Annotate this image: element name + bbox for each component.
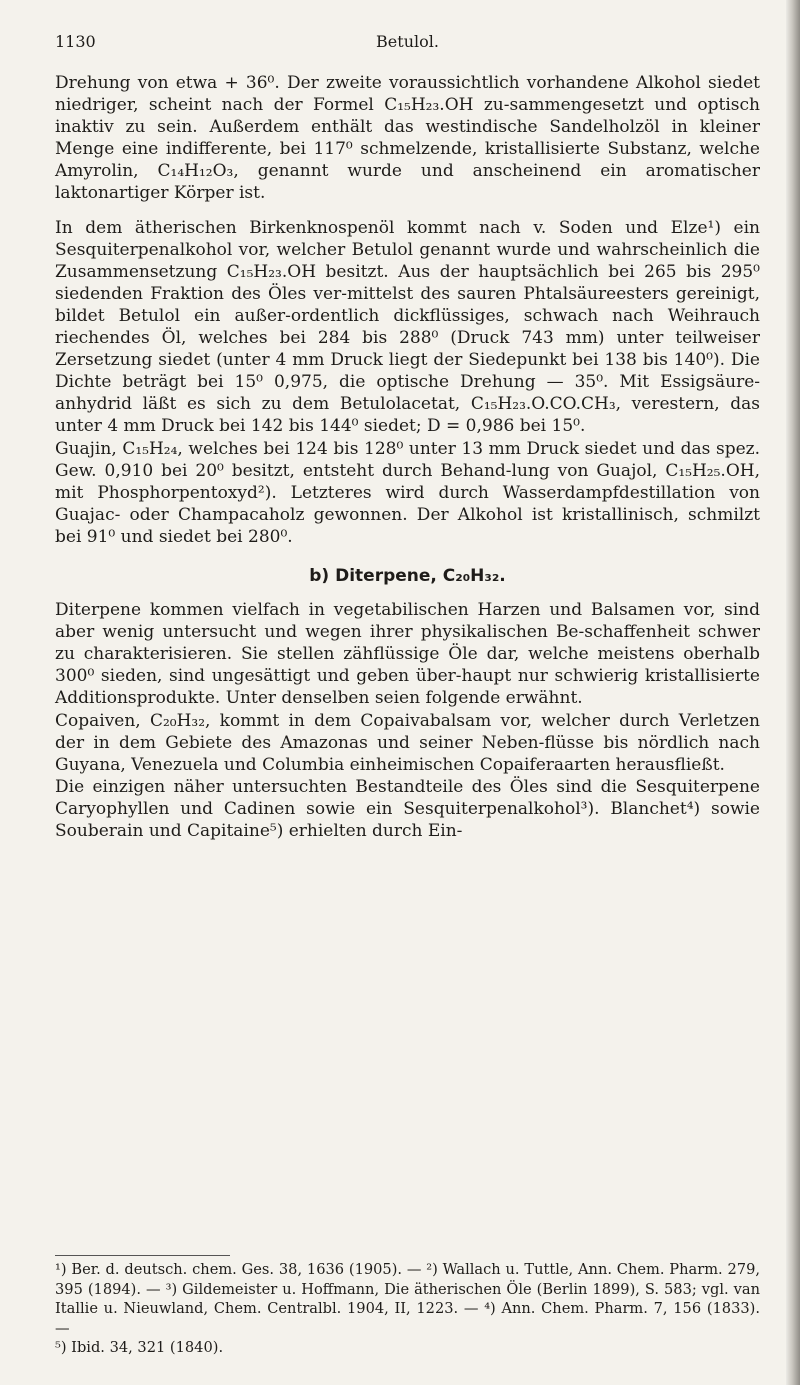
page-body [55,72,760,842]
footnote-block-2: ⁵) Ibid. 34, 321 (1840). [55,1339,224,1356]
footnotes [55,1260,760,1358]
paragraph-1: Drehung von etwa + 36⁰. Der zweite voraussichtlich vorhandene Alkohol siedet niedriger, scheint nach der Formel C₁₅H₂₃.OH zu-sammengesetzt und optisch inaktiv zu sein. Außerdem enthält das westindische Sandelholzöl in kleiner Menge eine indifferente, bei 117⁰ schmelzende, kristallisierte Substanz, welche Amyrolin, C₁₄H₁₂O₃, genannt wurde und anscheinend ein aromatischer laktonartiger Körper ist. [55,73,760,204]
section-heading: b) Diterpene, C₂₀H₃₂. [309,565,506,586]
page-edge-shadow [786,0,800,1385]
paragraph-5: Copaiven, C₂₀H₃₂, kommt in dem Copaivabalsam vor, welcher durch Verletzen der in dem Gebiete des Amazonas und seiner Neben-flüsse bis nördlich nach Guyana, Venezuela und Columbia einheimischen Copaiferaarten herausfließt. [55,710,760,775]
paragraph-2: In dem ätherischen Birkenknospenöl kommt nach v. Soden und Elze¹) ein Sesquiterpenalkohol vor, welcher Betulol genannt wurde und wahrscheinlich die Zusammensetzung C₁₅H₂₃.OH besitzt. Aus der hauptsächlich bei 265 bis 295⁰ siedenden Fraktion des Öles ver-mittelst des sauren Phtalsäureesters gereinigt, bildet Betulol ein außer-ordentlich dickflüssiges, schwach nach Weihrauch riechendes Öl, welches bei 284 bis 288⁰ (Druck 743 mm) unter teilweiser Zersetzung siedet (unter 4 mm Druck liegt der Siedepunkt bei 138 bis 140⁰). Die Dichte beträgt bei 15⁰ 0,975, die optische Drehung — 35⁰. Mit Essigsäure-anhydrid läßt es sich zu dem Betulolacetat, C₁₅H₂₃.O.CO.CH₃, verestern, das unter 4 mm Druck bei 142 bis 144⁰ siedet; D = 0,986 bei 15⁰. [55,217,760,437]
running-title: Betulol. [376,32,439,51]
footnote-block-1: ¹) Ber. d. deutsch. chem. Ges. 38, 1636 (1905). — ²) Wallach u. Tuttle, Ann. Chem. Pharm. 279, 395 (1894). — ³) Gildemeister u. Hoffmann, Die ätherischen Öle (Berlin 1899), S. 583; vgl. van Itallie u. Nieuwland, Chem. Centralbl. 1904, II, 1223. — ⁴) Ann. Chem. Pharm. 7, 156 (1833). — [55,1261,760,1337]
page-number: 1130 [55,32,96,51]
paragraph-6: Die einzigen näher untersuchten Bestandteile des Öles sind die Sesquiterpene Caryophyllen und Cadinen sowie ein Sesquiterpenalkohol³). Blanchet⁴) sowie Souberain und Capitaine⁵) erhielten durch Ein- [55,776,760,841]
paragraph-3: Guajin, C₁₅H₂₄, welches bei 124 bis 128⁰ unter 13 mm Druck siedet und das spez. Gew. 0,910 bei 20⁰ besitzt, entsteht durch Behand-lung von Guajol, C₁₅H₂₅.OH, mit Phosphorpentoxyd²). Letzteres wird durch Wasserdampfdestillation von Guajac- oder Champacaholz gewonnen. Der Alkohol ist kristallinisch, schmilzt bei 91⁰ und siedet bei 280⁰. [55,438,760,547]
paragraph-4: Diterpene kommen vielfach in vegetabilischen Harzen und Balsamen vor, sind aber wenig untersucht und wegen ihrer physikalischen Be-schaffenheit schwer zu charakterisieren. Sie stellen zähflüssige Öle dar, welche meistens oberhalb 300⁰ sieden, sind ungesättigt und geben über-haupt nur schwierig kristallisierte Additionsprodukte. Unter denselben seien folgende erwähnt. [55,600,760,709]
footnote-rule [55,1255,230,1256]
page-header [55,20,760,50]
